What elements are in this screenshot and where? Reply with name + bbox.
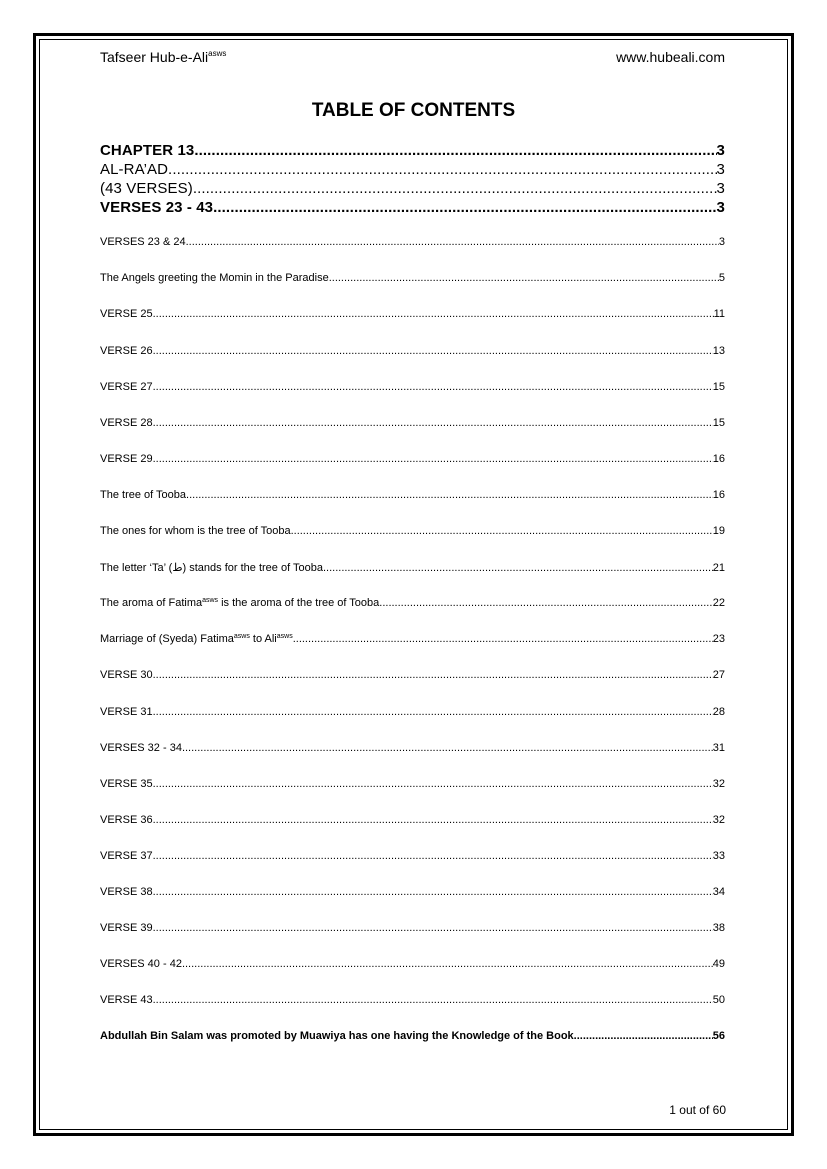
toc-leader-dots: [186, 236, 719, 248]
toc-entry[interactable]: [100, 669, 725, 681]
toc-entry-major[interactable]: [100, 161, 725, 178]
page-title: TABLE OF CONTENTS: [311, 100, 516, 121]
toc-entry[interactable]: [100, 633, 725, 645]
toc-entry-page: 22: [712, 597, 725, 609]
toc-entry[interactable]: [100, 236, 725, 248]
toc-leader-dots: [153, 850, 713, 862]
toc-entry-page: 50: [712, 994, 725, 1006]
toc-entry-label: VERSE 26: [100, 345, 153, 357]
toc-entry-page: 31: [712, 742, 725, 754]
toc-entry-page: 49: [712, 958, 725, 970]
toc-entry[interactable]: [100, 417, 725, 429]
toc-entry-label: VERSE 36: [100, 814, 153, 826]
toc-entry-page: 3: [718, 236, 725, 248]
toc-leader-dots: [194, 142, 716, 159]
toc-leader-dots: [213, 199, 716, 216]
toc-entry-page: 38: [712, 922, 725, 934]
toc-entry[interactable]: [100, 778, 725, 790]
toc-leader-dots: [153, 922, 713, 934]
toc-entry-label: The Angels greeting the Momin in the Paradise: [100, 272, 329, 284]
toc-entry-label: [100, 597, 379, 609]
honorific-superscript: asws: [202, 597, 219, 604]
toc-entry-label: VERSES 32 - 34: [100, 742, 182, 754]
toc-leader-dots: [153, 778, 713, 790]
toc-leader-dots: [153, 453, 713, 465]
toc-leader-dots: [574, 1030, 713, 1042]
toc-entry[interactable]: [100, 561, 725, 574]
page-indicator: 1 out of 60: [669, 1103, 726, 1117]
toc-entry-label: The tree of Tooba: [100, 489, 187, 501]
toc-entry[interactable]: [100, 597, 725, 609]
toc-entry-label: VERSE 38: [100, 886, 153, 898]
toc-entry-page: 21: [712, 562, 725, 574]
toc-leader-dots: [182, 742, 713, 754]
toc-entry-page: 3: [716, 180, 725, 197]
toc-entry-label: VERSE 31: [100, 706, 153, 718]
toc-entry[interactable]: [100, 272, 725, 284]
toc-entry-page: 56: [712, 1030, 725, 1042]
toc-entry-page: 33: [712, 850, 725, 862]
toc-entry[interactable]: [100, 453, 725, 465]
toc-entry-page: 15: [712, 381, 725, 393]
toc-leader-dots: [153, 417, 713, 429]
toc-entry-label: VERSES 23 & 24: [100, 236, 186, 248]
toc-leader-dots: [153, 814, 713, 826]
toc-leader-dots: [329, 272, 719, 284]
toc-entry-page: 32: [712, 814, 725, 826]
toc-entry-page: 3: [716, 142, 725, 159]
toc-entry[interactable]: [100, 742, 725, 754]
toc-entry-page: 34: [712, 886, 725, 898]
toc-entry-label-part: Marriage of (Syeda) Fatima: [100, 633, 234, 645]
toc-entry-label: VERSE 39: [100, 922, 153, 934]
toc-entry[interactable]: [100, 958, 725, 970]
toc-leader-dots: [193, 180, 717, 197]
toc-entry[interactable]: [100, 706, 725, 718]
toc-leader-dots: [153, 345, 713, 357]
toc-entry-page: 19: [712, 525, 725, 537]
header-title: [100, 49, 226, 65]
toc-entry[interactable]: [100, 850, 725, 862]
toc-entry[interactable]: [100, 922, 725, 934]
honorific-superscript: asws: [276, 633, 293, 640]
toc-entry-label: VERSE 25: [100, 308, 153, 320]
toc-entry[interactable]: [100, 489, 725, 501]
toc-entry-major[interactable]: [100, 199, 725, 216]
toc-entry[interactable]: [100, 886, 725, 898]
toc-entry-page: 11: [713, 308, 725, 320]
toc-entry[interactable]: [100, 381, 725, 393]
toc-entry-label-part: The aroma of Fatima: [100, 597, 203, 609]
toc-leader-dots: [291, 525, 713, 537]
toc-entry-label: CHAPTER 13: [100, 142, 195, 159]
toc-leader-dots: [153, 706, 713, 718]
toc-entry[interactable]: [100, 525, 725, 537]
toc-entry-label: VERSES 23 - 43: [100, 199, 214, 216]
toc-entry-label: VERSE 37: [100, 850, 153, 862]
toc-entry[interactable]: [100, 308, 725, 320]
toc-leader-dots: [182, 958, 713, 970]
toc-entry-page: 27: [712, 669, 725, 681]
toc-leader-dots: [153, 669, 713, 681]
toc-entry-page: 13: [712, 345, 725, 357]
toc-entry-page: 32: [712, 778, 725, 790]
toc-leader-dots: [379, 597, 712, 609]
toc-entry-page: 23: [712, 633, 725, 645]
toc-entry-label: The letter ‘Ta’ (ط) stands for the tree of Tooba: [100, 562, 323, 574]
toc-entry-page: 16: [712, 453, 725, 465]
toc-entry-label: VERSE 28: [100, 417, 153, 429]
toc-entry-page: 5: [718, 272, 725, 284]
header-website: www.hubeali.com: [616, 49, 725, 65]
toc-entry-page: 16: [712, 489, 725, 501]
toc-entry-major[interactable]: [100, 180, 725, 197]
toc-entry-label: VERSE 43: [100, 994, 153, 1006]
toc-entry-label: (43 VERSES): [100, 180, 193, 197]
toc-entry-label: VERSE 35: [100, 778, 153, 790]
toc-entry-page: 28: [712, 706, 725, 718]
toc-entry[interactable]: [100, 814, 725, 826]
toc-entry-label: VERSE 27: [100, 381, 153, 393]
toc-entry-page: 3: [716, 199, 725, 216]
toc-entry-label: VERSE 30: [100, 669, 153, 681]
header-title-text: Tafseer Hub-e-Ali: [100, 49, 209, 65]
toc-entry-label: Abdullah Bin Salam was promoted by Muawiya has one having the Knowledge of the Book: [100, 1030, 574, 1042]
toc-entry[interactable]: [100, 1030, 725, 1042]
header-title-superscript: asws: [208, 49, 227, 58]
toc-leader-dots: [186, 489, 713, 501]
toc-leader-dots: [293, 633, 713, 645]
toc-entry-page: 3: [716, 161, 725, 178]
toc-leader-dots: [153, 308, 714, 320]
toc-entry-label: AL-RA’AD: [100, 161, 169, 178]
toc-entry-page: 15: [712, 417, 725, 429]
toc-leader-dots: [153, 886, 713, 898]
toc-entry-label: VERSE 29: [100, 453, 153, 465]
toc-entry[interactable]: [100, 345, 725, 357]
toc-entry-label: The ones for whom is the tree of Tooba: [100, 525, 291, 537]
honorific-superscript: asws: [233, 633, 250, 640]
toc-entry-label: [100, 633, 293, 645]
toc-entry-label-part: is the aroma of the tree of Tooba: [218, 597, 380, 609]
toc-leader-dots: [153, 994, 713, 1006]
toc-entry-major[interactable]: [100, 142, 725, 159]
toc-leader-dots: [168, 161, 717, 178]
toc-leader-dots: [323, 562, 713, 574]
toc-entry[interactable]: [100, 994, 725, 1006]
toc-leader-dots: [153, 381, 713, 393]
toc-entry-label: VERSES 40 - 42: [100, 958, 182, 970]
toc-entry-label-part: to Ali: [249, 633, 277, 645]
